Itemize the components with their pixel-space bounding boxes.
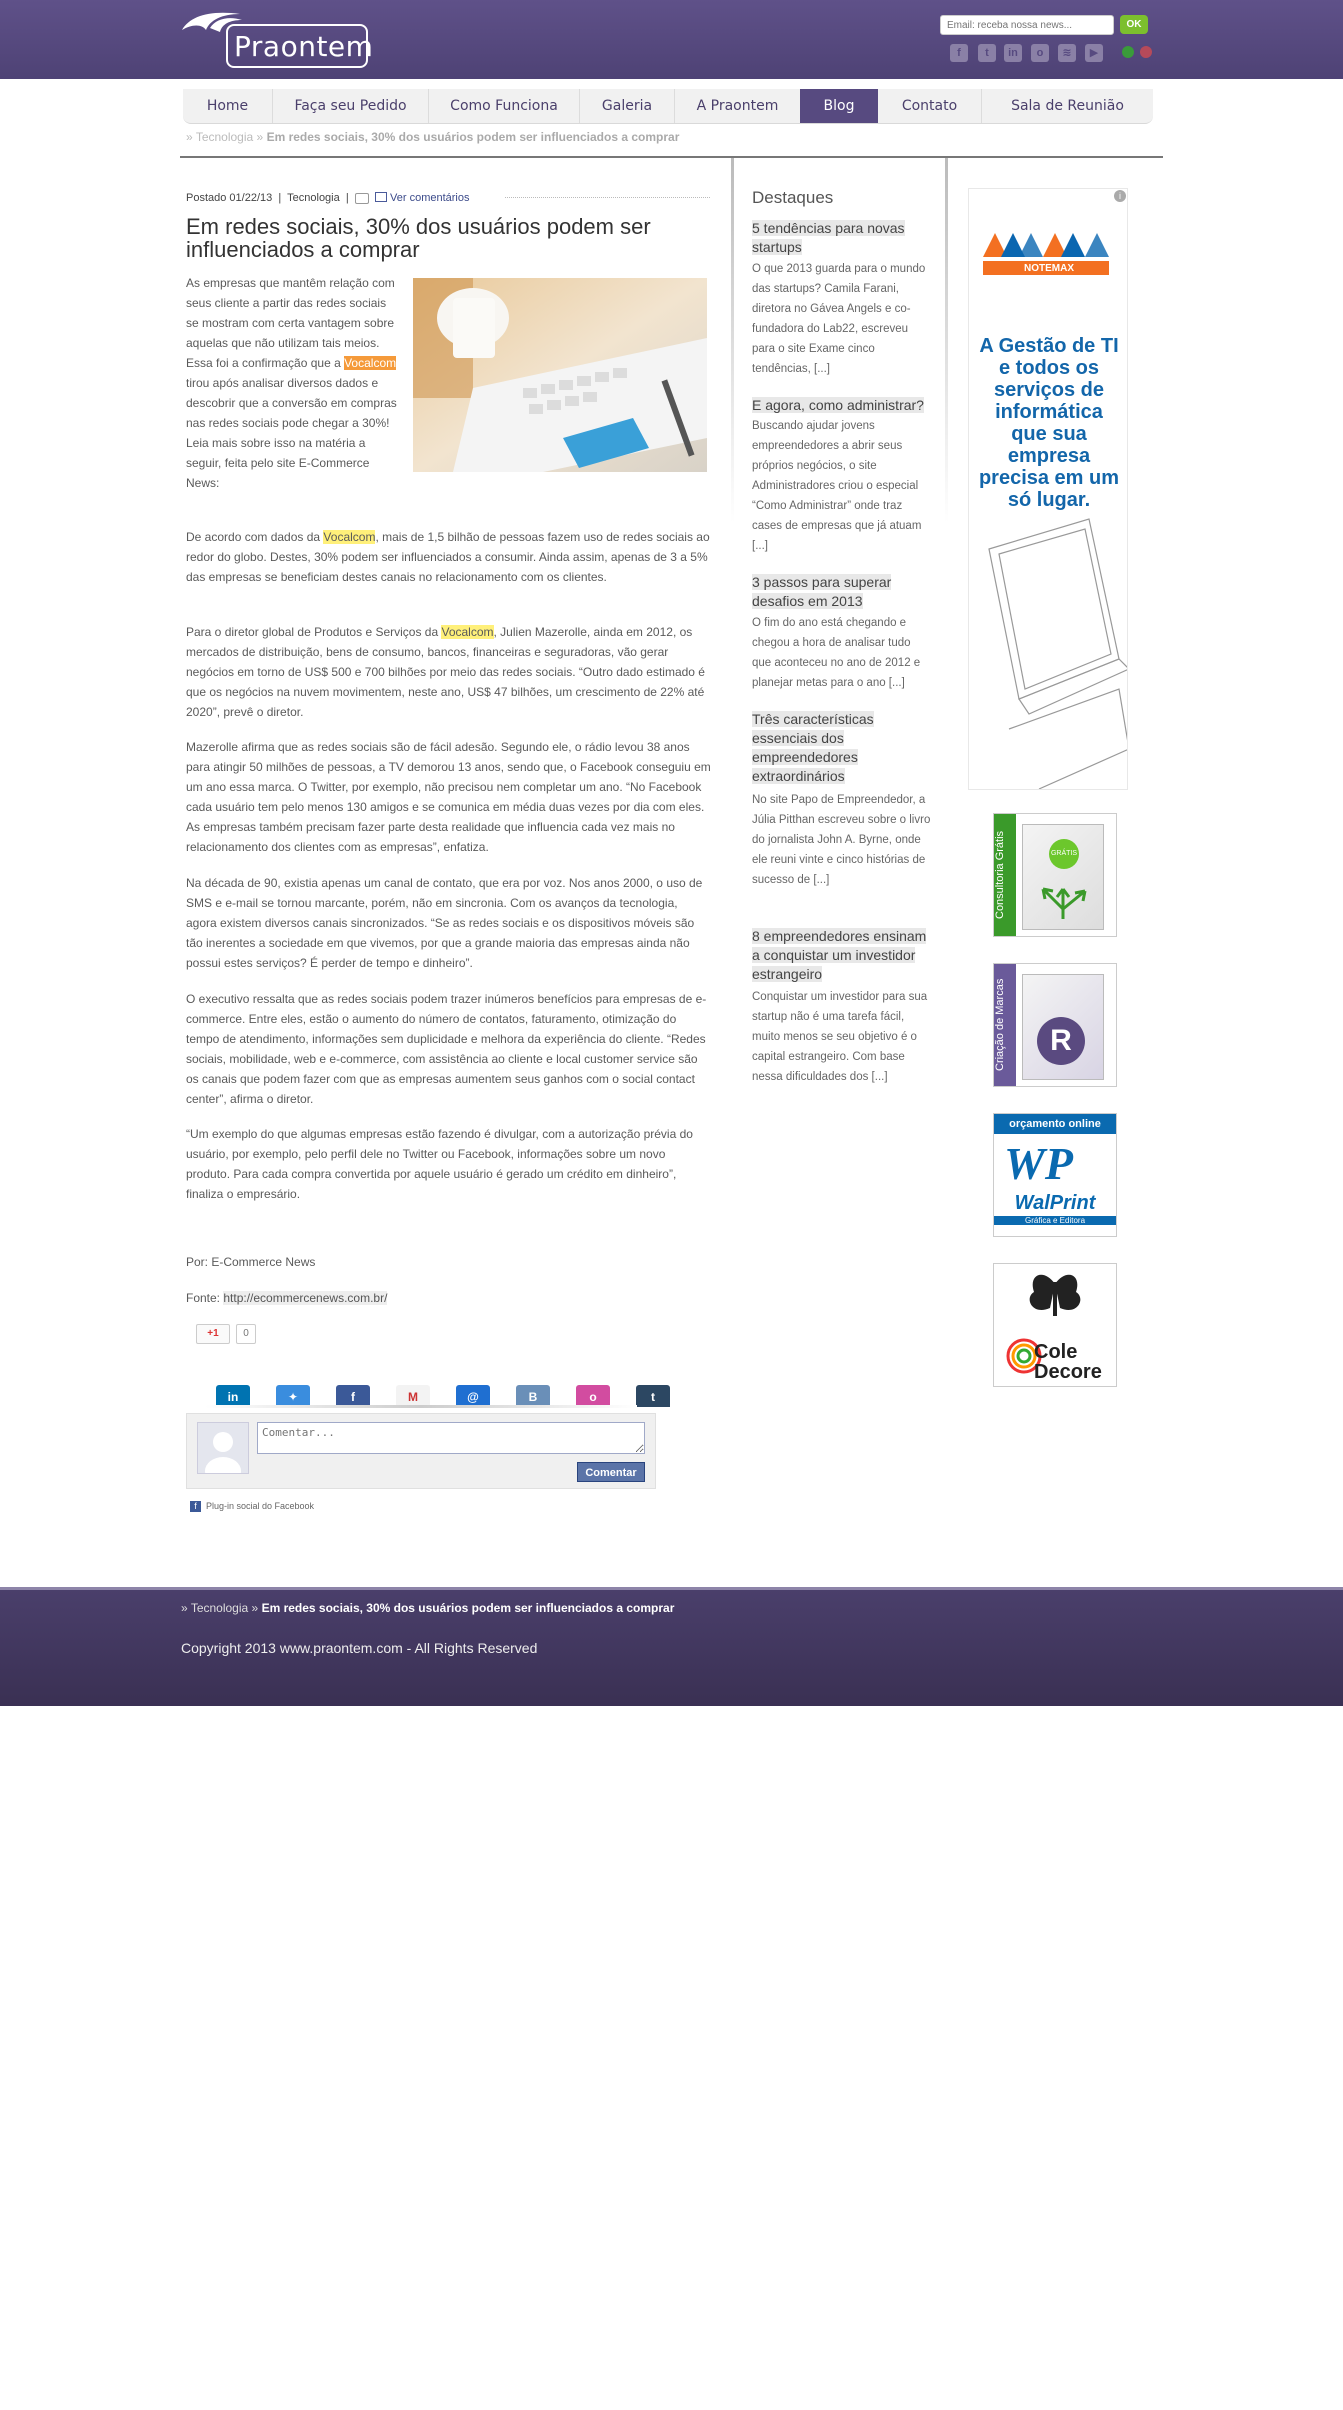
destaques-heading: Destaques	[752, 188, 834, 207]
ad-info-icon[interactable]: i	[1114, 190, 1126, 202]
destaque-body-1: O que 2013 guarda para o mundo das startups? Camila Farani, diretora no Gávea Angels e co-fundadora do Lab22, escreveu para o site Exame cinco tendências, [...]	[752, 263, 926, 375]
consultoria-label: Consultoria Grátis	[994, 814, 1016, 936]
footer-breadcrumb	[181, 1601, 674, 1615]
email-icon[interactable]: @	[456, 1385, 490, 1407]
column-divider	[945, 158, 948, 523]
tumblr-icon[interactable]: t	[636, 1385, 670, 1407]
destaque-body-4: No site Papo de Empreendedor, a Júlia Pitthan escreveu sobre o livro do jornalista John A. Byrne, onde ele reuni vinte e cinco histórias de sucesso de [...]	[752, 794, 931, 886]
facebook-plugin-credit[interactable]	[190, 1501, 314, 1512]
walprint-top-label: orçamento online	[994, 1114, 1116, 1134]
linkedin-icon[interactable]: in	[216, 1385, 250, 1407]
destaque-title-5[interactable]	[752, 927, 932, 984]
default-avatar-icon	[198, 1423, 248, 1473]
destaque-title-3[interactable]	[752, 573, 932, 611]
vocalcom-highlight[interactable]: Vocalcom	[441, 625, 494, 639]
destaque-title-4[interactable]	[752, 710, 932, 786]
facebook-icon: f	[190, 1501, 201, 1512]
walprint-sub: Gráfica e Editora	[994, 1216, 1116, 1225]
newsletter-ok-button[interactable]: OK	[1120, 15, 1148, 34]
facebook-comment-input[interactable]	[257, 1422, 645, 1454]
orkut-icon[interactable]: o	[1031, 44, 1049, 62]
article-paragraph-7: “Um exemplo do que algumas empresas estão fazendo é divulgar, com a autorização prévia do usuário, por exemplo, pelo perfil dele no Twitter ou Facebook, informações sobre um novo produto. Para cada compra convertida por aquele usuário é gerado um crédito em dinheiro”, finaliza o empresário.	[186, 1127, 693, 1201]
nav-home[interactable]: Home	[183, 89, 273, 123]
column-divider	[731, 158, 734, 523]
post-title: Em redes sociais, 30% dos usuários podem ser influenciados a comprar	[186, 214, 651, 262]
article-paragraph-5: Na década de 90, existia apenas um canal de contato, que era por voz. Nos anos 2000, o uso de SMS e e-mail se tornou marcante, porém, não em sincronia. Com os avanços da tecnologia, agora existem diversos canais sincronizados. “Se as redes sociais e os dispositivos móveis são tão inerentes a sociedade em que vivemos, por que a grande maioria das empresas ainda não possui estes serviços? É perder de tempo e dinheiro”.	[186, 876, 703, 970]
walprint-brand: WalPrint	[1014, 1192, 1096, 1214]
software-box-graphic	[1022, 824, 1104, 930]
notemax-ad[interactable]	[968, 188, 1128, 790]
walprint-logo-icon: WP	[1004, 1138, 1073, 1189]
footer-category-link[interactable]: Tecnologia	[190, 1601, 249, 1615]
breadcrumb	[186, 130, 679, 144]
rss-icon[interactable]: ≋	[1058, 44, 1076, 62]
paragraph-text: De acordo com dados da	[186, 530, 324, 544]
nav-faca-seu-pedido[interactable]: Faça seu Pedido	[273, 89, 429, 123]
article-paragraph-1	[186, 273, 400, 493]
registered-trademark-icon: R	[1037, 1017, 1085, 1065]
nav-blog[interactable]: Blog	[800, 89, 878, 123]
paragraph-text: , mais de 1,5 bilhão de pessoas fazem uso de redes sociais ao redor do globo. Destes, 30% podem ser influenciados a consumir. Ainda assim, apenas de 3 a 5% das empresas se beneficiam destes canais no relacionamento com os clientes.	[186, 530, 710, 584]
twitter-icon[interactable]: t	[978, 44, 996, 62]
criacao-de-marcas-ad[interactable]	[993, 963, 1117, 1087]
article-paragraph-3	[186, 622, 711, 722]
paragraph-text: As empresas que mantêm relação com seus cliente a partir das redes sociais se mostram com certa vantagem sobre aquelas que não utilizam tais meios. Essa foi a confirmação que a	[186, 276, 395, 370]
paragraph-text: tirou após analisar diversos dados e descobrir que a conversão em compras nas redes sociais pode chegar a 30%! Leia mais sobre isso na matéria a seguir, feita pelo site E-Commerce News:	[186, 376, 397, 490]
cole-decore-ad[interactable]	[993, 1263, 1117, 1387]
footer-breadcrumb-current: Em redes sociais, 30% dos usuários podem ser influenciados a comprar	[261, 1601, 675, 1615]
plugin-label: Plug-in social do Facebook	[206, 1501, 315, 1511]
share-divider	[205, 1405, 637, 1408]
newsletter-email-input[interactable]	[940, 15, 1114, 35]
breadcrumb-arrow: »	[181, 1601, 188, 1615]
post-date: Postado 01/22/13	[186, 192, 273, 204]
google-plus-one-button[interactable]: +1	[196, 1324, 230, 1344]
delicious-icon[interactable]: ✦	[276, 1385, 310, 1407]
article-source-by: Por: E-Commerce News	[186, 1255, 316, 1269]
destaque-title-text[interactable]: 3 passos para superar desafios em 2013	[752, 574, 892, 609]
source-label: Fonte:	[186, 1291, 224, 1305]
nav-contato[interactable]: Contato	[878, 89, 982, 123]
paragraph-text: Para o diretor global de Produtos e Serviços da	[186, 625, 442, 639]
destaque-title-text[interactable]: 5 tendências para novas startups	[752, 220, 905, 255]
main-nav	[183, 89, 1153, 124]
view-comments-link[interactable]: Ver comentários	[390, 192, 470, 204]
keyboard-credit-card-image	[413, 278, 707, 472]
paragraph-text: , Julien Mazerolle, ainda em 2012, os mercados de distribuição, bens de consumo, bancos, financeiras e seguradoras, vão gerar negócios em torno de US$ 500 e 700 bilhões por meio das redes sociais. “Outro dado estimado é que os negócios na nuvem movimentem, neste ano, US$ 47 bilhões, um crescimento de 22% até 2020”, prevê o diretor.	[186, 625, 705, 719]
nav-a-praontem[interactable]: A Praontem	[675, 89, 801, 123]
article-source	[186, 1288, 711, 1308]
post-category-link[interactable]: Tecnologia	[287, 192, 340, 204]
notemax-brand: NOTEMAX	[1024, 263, 1074, 274]
meta-dotted-line	[505, 197, 710, 198]
destaque-body-5: Conquistar um investidor para sua startup não é uma tarefa fácil, muito menos se seu objetivo é o capital estrangeiro. Com base nessa dificuldades dos [...]	[752, 991, 928, 1083]
walprint-ad[interactable]	[993, 1113, 1117, 1237]
breadcrumb-arrow: »	[256, 130, 264, 144]
vocalcom-highlight[interactable]: Vocalcom	[344, 356, 397, 370]
article-photo	[413, 278, 707, 472]
comments-icon	[375, 192, 387, 202]
blogger-icon[interactable]: B	[516, 1385, 550, 1407]
comment-bubble-icon	[355, 193, 369, 204]
destaque-body-3: O fim do ano está chegando e chegou a hora de analisar tudo que aconteceu no ano de 2012 e planejar metas para o ano [...]	[752, 617, 921, 689]
header-divider	[180, 156, 1163, 158]
gmail-icon[interactable]: M	[396, 1385, 430, 1407]
breadcrumb-current: Em redes sociais, 30% dos usuários podem ser influenciados a comprar	[266, 130, 680, 144]
breadcrumb-category-link[interactable]: Tecnologia	[195, 130, 254, 144]
consultoria-gratis-ad[interactable]	[993, 813, 1117, 937]
destaque-title-text[interactable]: Três características essenciais dos empreendedores extraordinários	[752, 711, 874, 784]
brazil-flag-icon[interactable]	[1122, 46, 1134, 58]
facebook-icon[interactable]: f	[950, 44, 968, 62]
orkut-icon[interactable]: o	[576, 1385, 610, 1407]
destaque-title-text[interactable]: 8 empreendedores ensinam a conquistar um investidor estrangeiro	[752, 928, 927, 982]
gratis-badge: GRÁTIS	[1049, 839, 1079, 869]
destaque-title-2[interactable]	[752, 396, 942, 415]
linkedin-icon[interactable]: in	[1004, 44, 1022, 62]
usa-flag-icon[interactable]	[1140, 46, 1152, 58]
cole-decore-brand: Cole Decore	[1034, 1341, 1102, 1383]
marcas-label: Criação de Marcas	[994, 964, 1016, 1086]
google-plus-count: 0	[236, 1324, 256, 1344]
facebook-comment-button[interactable]: Comentar	[577, 1462, 645, 1482]
nav-sala-de-reuniao[interactable]: Sala de Reunião	[1011, 98, 1124, 114]
breadcrumb-arrow: »	[251, 1601, 259, 1615]
source-link[interactable]: http://ecommercenews.com.br/	[223, 1291, 388, 1305]
logo-text: Praontem	[234, 30, 374, 63]
avatar	[197, 1422, 249, 1474]
site-header	[0, 0, 1343, 79]
arrows-icon	[1023, 869, 1103, 929]
article-paragraph-2	[186, 527, 711, 587]
notemax-ad-text: A Gestão de TI e todos os serviços de informática que sua empresa precisa em um só lugar.	[978, 335, 1120, 511]
copyright-text: Copyright 2013 www.praontem.com - All Rights Reserved	[181, 1640, 538, 1656]
nav-galeria[interactable]: Galeria	[580, 89, 675, 123]
praontem-logo[interactable]	[180, 8, 372, 72]
youtube-icon[interactable]: ▶	[1085, 44, 1103, 62]
article-paragraph-4: Mazerolle afirma que as redes sociais são de fácil adesão. Segundo ele, o rádio levou 38 anos para atingir 50 milhões de pessoas, a TV demorou 13 anos, sendo que, o Facebook conseguiu em um ano essa marca. O Twitter, por exemplo, não precisou nem completar um ano. “No Facebook cada usuário tem pelo menos 130 amigos e se comunica em média duas vezes por dia com eles. As empresas também precisam fazer parte desta realidade que influencia cada vez mais no relacionamento dos clientes com as empresas”, enfatiza.	[186, 740, 711, 854]
post-meta: Postado 01/22/13 | Tecnologia | Ver comentários	[186, 192, 470, 204]
article-paragraph-6: O executivo ressalta que as redes sociais podem trazer inúmeros benefícios para empresas de e-commerce. Entre eles, estão o aumento do número de contatos, faturamento, otimização do tempo de atendimento, informações sem duplicidade e melhora da experiência do cliente. “Redes sociais, mobilidade, web e e-commerce, com assistência ao cliente e local customer service são os canais que podem fazer com que as empresas aumentem seus ganhos com o social contact center”, afirma o diretor.	[186, 992, 707, 1106]
vocalcom-highlight[interactable]: Vocalcom	[323, 530, 376, 544]
destaque-body-2: Buscando ajudar jovens empreendedores a abrir seus próprios negócios, o site Administradores criou o especial “Como Administrar” onde traz cases de empresas que já atuam [...]	[752, 420, 922, 552]
facebook-icon[interactable]: f	[336, 1385, 370, 1407]
nav-como-funciona[interactable]: Como Funciona	[429, 89, 580, 123]
breadcrumb-arrow: »	[186, 130, 193, 144]
software-box-graphic	[1022, 974, 1104, 1080]
destaque-title-1[interactable]	[752, 219, 932, 257]
facebook-comments-box	[186, 1413, 656, 1489]
destaque-title-text[interactable]: E agora, como administrar?	[752, 397, 924, 413]
